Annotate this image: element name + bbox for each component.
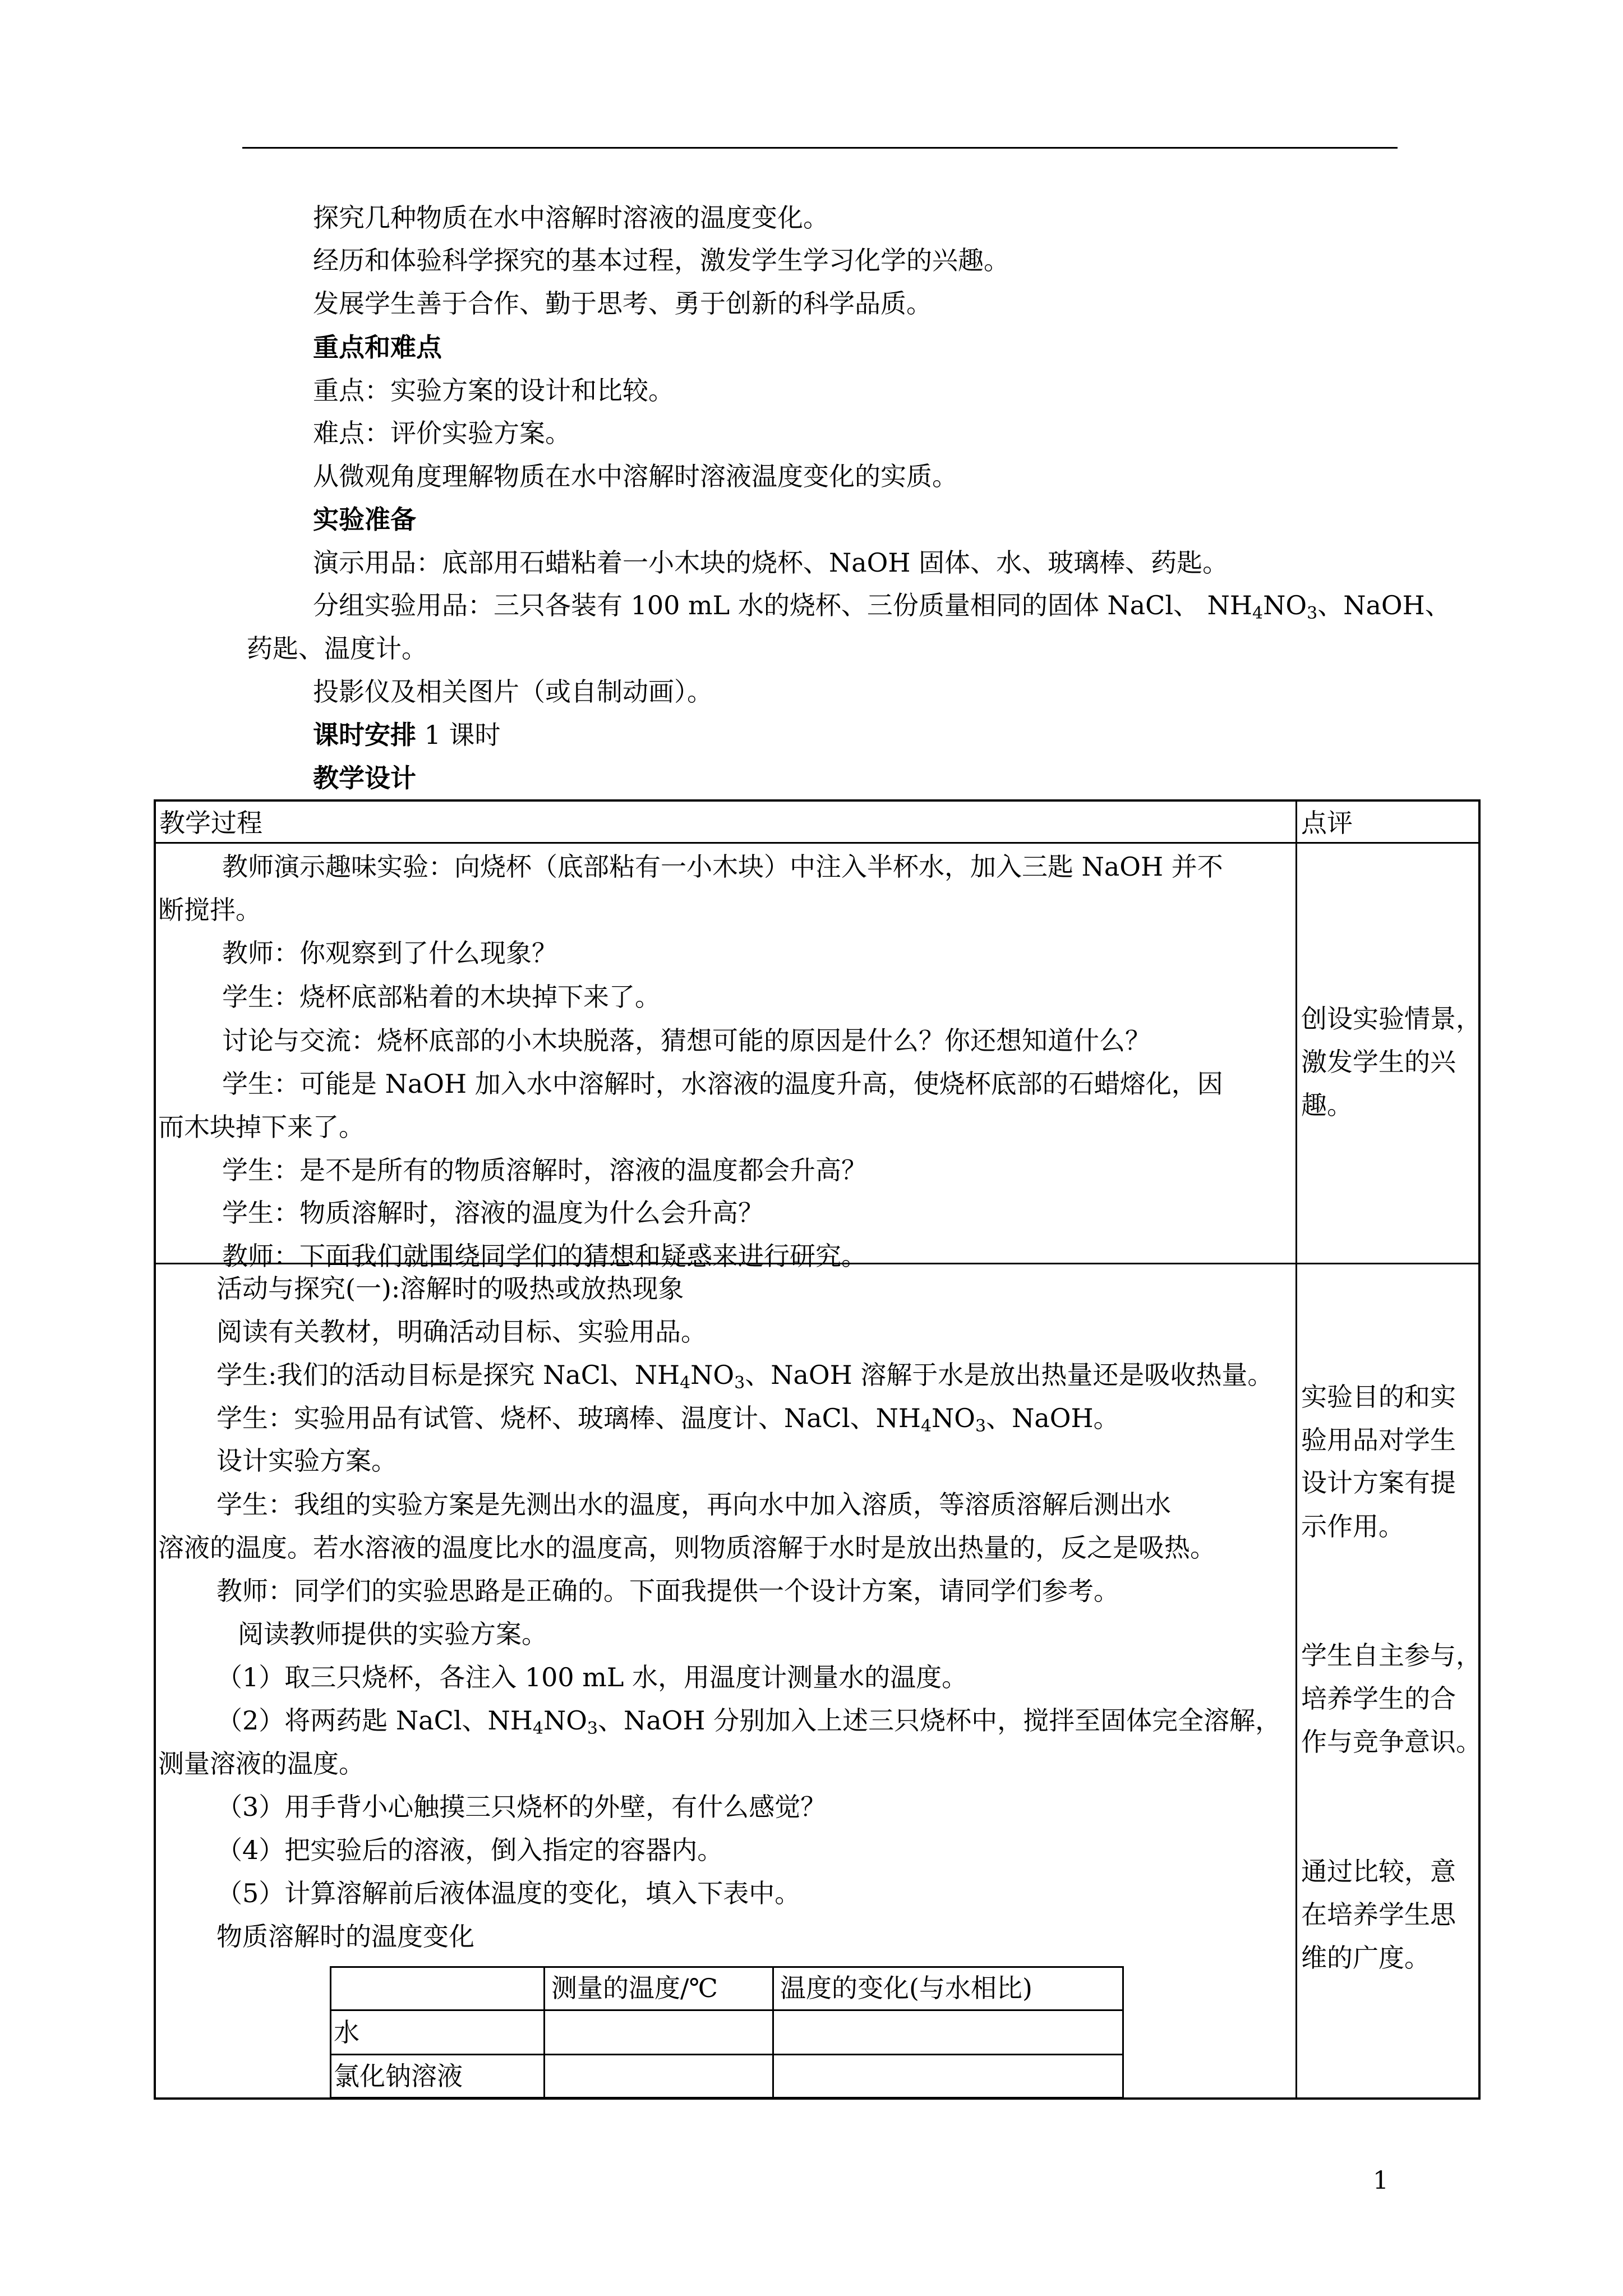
table-column-divider [1295, 802, 1297, 2097]
row2-comment-line: 设计方案有提 [1301, 1467, 1456, 1498]
subscript: 3 [1307, 604, 1318, 623]
header-comment: 点评 [1301, 808, 1353, 838]
row2-comment-line: 在培养学生思 [1301, 1899, 1456, 1930]
row2-line [216, 1358, 1273, 1392]
group-items-text-mid: NO [1263, 590, 1307, 620]
objective-line-3: 发展学生善于合作、勤于思考、勇于创新的科学品质。 [313, 288, 932, 319]
row1-comment-line: 趣。 [1301, 1090, 1353, 1120]
row2-line: （4）把实验后的溶液，倒入指定的容器内。 [216, 1835, 723, 1865]
row2-text: （2）将两药匙 NaCl、NH [216, 1705, 533, 1736]
row1-line: 学生：物质溶解时，溶液的温度为什么会升高？ [222, 1198, 764, 1228]
subscript: 3 [975, 1416, 986, 1436]
difficulty-1: 难点：评价实验方案。 [313, 418, 571, 448]
row2-comment-line: 验用品对学生 [1301, 1425, 1456, 1455]
row2-line: 活动与探究(一):溶解时的吸热或放热现象 [216, 1273, 684, 1304]
row2-line: 阅读教师提供的实验方案。 [238, 1619, 547, 1649]
row2-line: 物质溶解时的温度变化 [216, 1921, 474, 1952]
row2-line: 溶液的温度。若水溶液的温度比水的温度高，则物质溶解于水时是放出热量的，反之是吸热。 [158, 1533, 1216, 1563]
schedule-value: 1 课时 [416, 720, 501, 750]
row1-line: 学生：是不是所有的物质溶解时，溶液的温度都会升高？ [222, 1155, 867, 1185]
schedule-line [313, 718, 501, 752]
row2-text: NO [690, 1360, 735, 1390]
row1-line: 教师：你观察到了什么现象？ [222, 938, 557, 968]
row2-text: 学生：实验用品有试管、烧杯、玻璃棒、温度计、NaCl、NH [216, 1403, 921, 1433]
key-points-heading: 重点和难点 [313, 332, 442, 362]
demo-items: 演示用品：底部用石蜡粘着一小木块的烧杯、NaOH 固体、水、玻璃棒、药匙。 [313, 547, 1229, 578]
row1-line: 教师演示趣味实验：向烧杯（底部粘有一小木块）中注入半杯水，加入三匙 NaOH 并不 [222, 852, 1223, 882]
row2-comment-line: 实验目的和实 [1301, 1382, 1456, 1412]
row2-text: 、NaOH 分别加入上述三只烧杯中，搅拌至固体完全溶解， [598, 1705, 1281, 1736]
page-number: 1 [1373, 2166, 1389, 2195]
row1-comment-line: 激发学生的兴 [1301, 1047, 1456, 1077]
row2-text: 、NaOH。 [986, 1403, 1119, 1433]
row1-line: 学生：烧杯底部粘着的木块掉下来了。 [222, 982, 661, 1012]
sub-table-row-nacl: 氯化钠溶液 [334, 2061, 463, 2091]
row2-line: （3）用手背小心触摸三只烧杯的外壁，有什么感觉？ [216, 1792, 827, 1822]
objective-line-1: 探究几种物质在水中溶解时溶液的温度变化。 [313, 203, 829, 233]
sub-table-column-divider [543, 1968, 545, 2097]
row2-line [216, 1401, 1119, 1435]
teaching-design-table [154, 799, 1481, 2100]
row2-comment-line: 作与竞争意识。 [1301, 1727, 1482, 1757]
row1-line: 讨论与交流：烧杯底部的小木块脱落，猜想可能的原因是什么？你还想知道什么？ [222, 1025, 1151, 1056]
subscript: 4 [920, 1416, 932, 1436]
projector-line: 投影仪及相关图片（或自制动画）。 [313, 677, 713, 707]
header-process: 教学过程 [159, 808, 262, 838]
table-header-divider [156, 842, 1478, 844]
row2-text: NO [932, 1403, 976, 1433]
objective-line-2: 经历和体验科学探究的基本过程，激发学生学习化学的兴趣。 [313, 245, 1009, 275]
row1-line: 断搅拌。 [158, 895, 261, 925]
row1-line: 学生：可能是 NaOH 加入水中溶解时，水溶液的温度升高，使烧杯底部的石蜡熔化，因 [222, 1069, 1223, 1099]
row2-text: 、NaOH 溶解于水是放出热量还是吸收热量。 [745, 1360, 1274, 1390]
row2-line: 测量溶液的温度。 [158, 1749, 365, 1779]
difficulty-2: 从微观角度理解物质在水中溶解时溶液温度变化的实质。 [313, 461, 958, 491]
row2-comment-line: 学生自主参与， [1301, 1640, 1482, 1671]
design-heading: 教学设计 [313, 763, 416, 793]
subscript: 3 [587, 1719, 598, 1738]
row2-comment-line: 示作用。 [1301, 1511, 1404, 1542]
row2-comment-line: 维的广度。 [1301, 1943, 1430, 1973]
schedule-label: 课时安排 [313, 720, 416, 750]
sub-table-header-change: 温度的变化(与水相比) [780, 1973, 1032, 2003]
row2-line: （5）计算溶解前后液体温度的变化，填入下表中。 [216, 1878, 801, 1908]
sub-table-header-measured: 测量的温度/℃ [551, 1973, 718, 2003]
row2-text: NO [543, 1705, 587, 1736]
key-point: 重点：实验方案的设计和比较。 [313, 375, 674, 406]
row2-comment-line: 培养学生的合 [1301, 1683, 1456, 1714]
row2-line: 学生：我组的实验方案是先测出水的温度，再向水中加入溶质，等溶质溶解后测出水 [216, 1489, 1171, 1520]
sub-table-row-water: 水 [334, 2017, 359, 2047]
row1-comment-line: 创设实验情景， [1301, 1004, 1482, 1034]
header-rule [242, 147, 1398, 149]
row2-line: 设计实验方案。 [216, 1446, 397, 1476]
row2-line: （1）取三只烧杯，各注入 100 mL 水，用温度计测量水的温度。 [216, 1662, 968, 1692]
temperature-change-table [330, 1966, 1124, 2099]
prep-heading: 实验准备 [313, 504, 416, 535]
group-items-text-b: 、NaOH、 [1317, 590, 1451, 620]
row2-comment-line: 通过比较，意 [1301, 1856, 1456, 1887]
sub-table-column-divider [772, 1968, 774, 2097]
group-items-text-a: 分组实验用品：三只各装有 100 mL 水的烧杯、三份质量相同的固体 NaCl、 NH [313, 590, 1253, 620]
subscript: 4 [680, 1373, 691, 1393]
row2-line: 阅读有关教材，明确活动目标、实验用品。 [216, 1317, 707, 1347]
subscript: 4 [532, 1719, 543, 1738]
row1-line: 教师：下面我们就围绕同学们的猜想和疑惑来进行研究。 [222, 1241, 867, 1271]
subscript: 4 [1252, 604, 1264, 623]
sub-table-row-divider [331, 2054, 1122, 2055]
row2-text: 学生:我们的活动目标是探究 NaCl、NH [216, 1360, 680, 1390]
row2-line: 教师：同学们的实验思路是正确的。下面我提供一个设计方案，请同学们参考。 [216, 1576, 1119, 1606]
group-items [313, 588, 1451, 622]
sub-table-row-divider [331, 2009, 1122, 2011]
group-items-continued: 药匙、温度计。 [247, 633, 427, 664]
subscript: 3 [734, 1373, 745, 1393]
row2-line [216, 1704, 1281, 1737]
row1-line: 而木块掉下来了。 [158, 1112, 365, 1142]
